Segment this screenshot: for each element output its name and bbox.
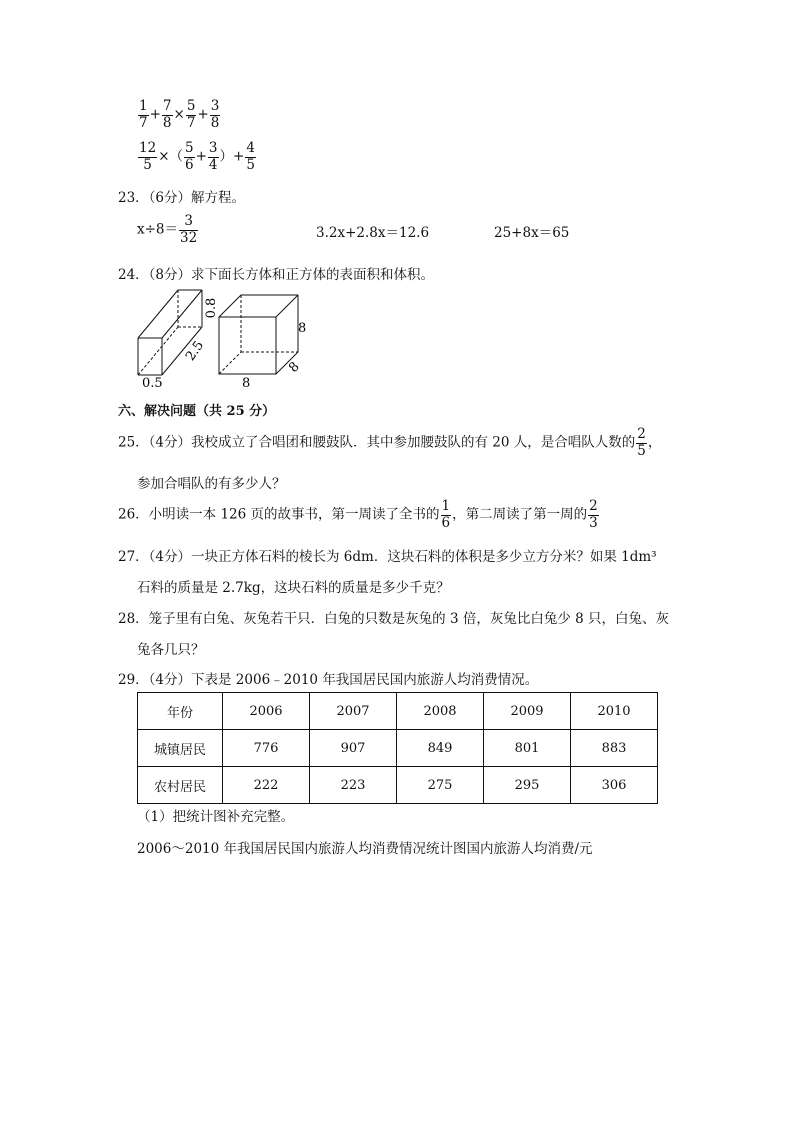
consumption-table — [137, 692, 658, 804]
table-header-cell: 2008 — [397, 693, 484, 730]
q29-sub-1: （1）把统计图补充完整。 — [137, 809, 295, 825]
q24-title: 24．（8分）求下面长方体和正方体的表面积和体积。 — [118, 267, 435, 283]
table-cell: 295 — [484, 767, 571, 804]
table-cell: 776 — [223, 730, 310, 767]
q23-equation-1: x÷8＝ $\frac{3}{32}$ — [137, 213, 198, 246]
table-cell: 801 — [484, 730, 571, 767]
table-header-cell: 2007 — [310, 693, 397, 730]
table-row — [138, 767, 658, 804]
cuboid-height-label: 0.8 — [204, 297, 219, 319]
table-header-cell: 2010 — [571, 693, 658, 730]
table-cell: 849 — [397, 730, 484, 767]
q29-title: 29．（4分）下表是 2006﹣2010 年我国居民国内旅游人均消费情况。 — [118, 672, 539, 688]
table-cell: 907 — [310, 730, 397, 767]
table-cell: 275 — [397, 767, 484, 804]
q27-line-1: 27．（4分）一块正方体石料的棱长为 6dm．这块石料的体积是多少立方分米？如果 1dm³ — [118, 549, 657, 565]
cube-figure — [219, 295, 298, 374]
table-header-cell: 2006 — [223, 693, 310, 730]
table-header-row — [138, 693, 658, 730]
q26-line: 26．小明读一本 126 页的故事书，第一周读了全书的 $\frac{1}{6}$ ，第二周读了第一周的 $\frac{2}{3}$ — [118, 498, 598, 531]
section-6-title: 六、解决问题（共 25 分） — [118, 404, 276, 419]
q24-figures — [130, 285, 320, 395]
expression-2: $\frac{12}{5}$ ×（ $\frac{5}{6}$ + $\frac{3}{4}$ ）+ $\frac{4}{5}$ — [139, 140, 255, 173]
cuboid-length-label: 2.5 — [183, 338, 208, 364]
q25-line-2: 参加合唱队的有多少人？ — [137, 476, 286, 492]
table-header-cell: 年份 — [138, 693, 223, 730]
table-cell: 306 — [571, 767, 658, 804]
q29-chart-caption: 2006～2010 年我国居民国内旅游人均消费情况统计图国内旅游人均消费/元 — [137, 841, 593, 857]
table-cell: 城镇居民 — [138, 730, 223, 767]
table-cell: 222 — [223, 767, 310, 804]
q25-line-1: 25．（4分）我校成立了合唱团和腰鼓队．其中参加腰鼓队的有 20 人，是合唱队人数的 $\frac{2}{5}$ ， — [118, 426, 662, 459]
table-cell: 农村居民 — [138, 767, 223, 804]
expression-1: $\frac{1}{7}$ + $\frac{7}{8}$ × $\frac{5}{7}$ + $\frac{3}{8}$ — [139, 98, 220, 131]
cube-side-label: 8 — [298, 321, 307, 336]
q23-title: 23．（6分）解方程。 — [118, 190, 246, 206]
cuboid-width-label: 0.5 — [142, 376, 163, 391]
cube-depth-label: 8 — [286, 359, 303, 376]
table-cell: 223 — [310, 767, 397, 804]
table-row — [138, 730, 658, 767]
q23-equation-3: 25+8x＝65 — [494, 225, 570, 241]
table-cell: 883 — [571, 730, 658, 767]
q27-line-2: 石料的质量是 2.7kg，这块石料的质量是多少千克？ — [137, 580, 450, 596]
q23-equation-2: 3.2x+2.8x＝12.6 — [316, 225, 430, 241]
cube-bottom-label: 8 — [242, 376, 251, 391]
q28-line-1: 28．笼子里有白兔、灰兔若干只．白兔的只数是灰兔的 3 倍，灰兔比白兔少 8 只，白兔、灰 — [118, 611, 670, 627]
table-header-cell: 2009 — [484, 693, 571, 730]
q28-line-2: 兔各几只？ — [137, 642, 205, 658]
